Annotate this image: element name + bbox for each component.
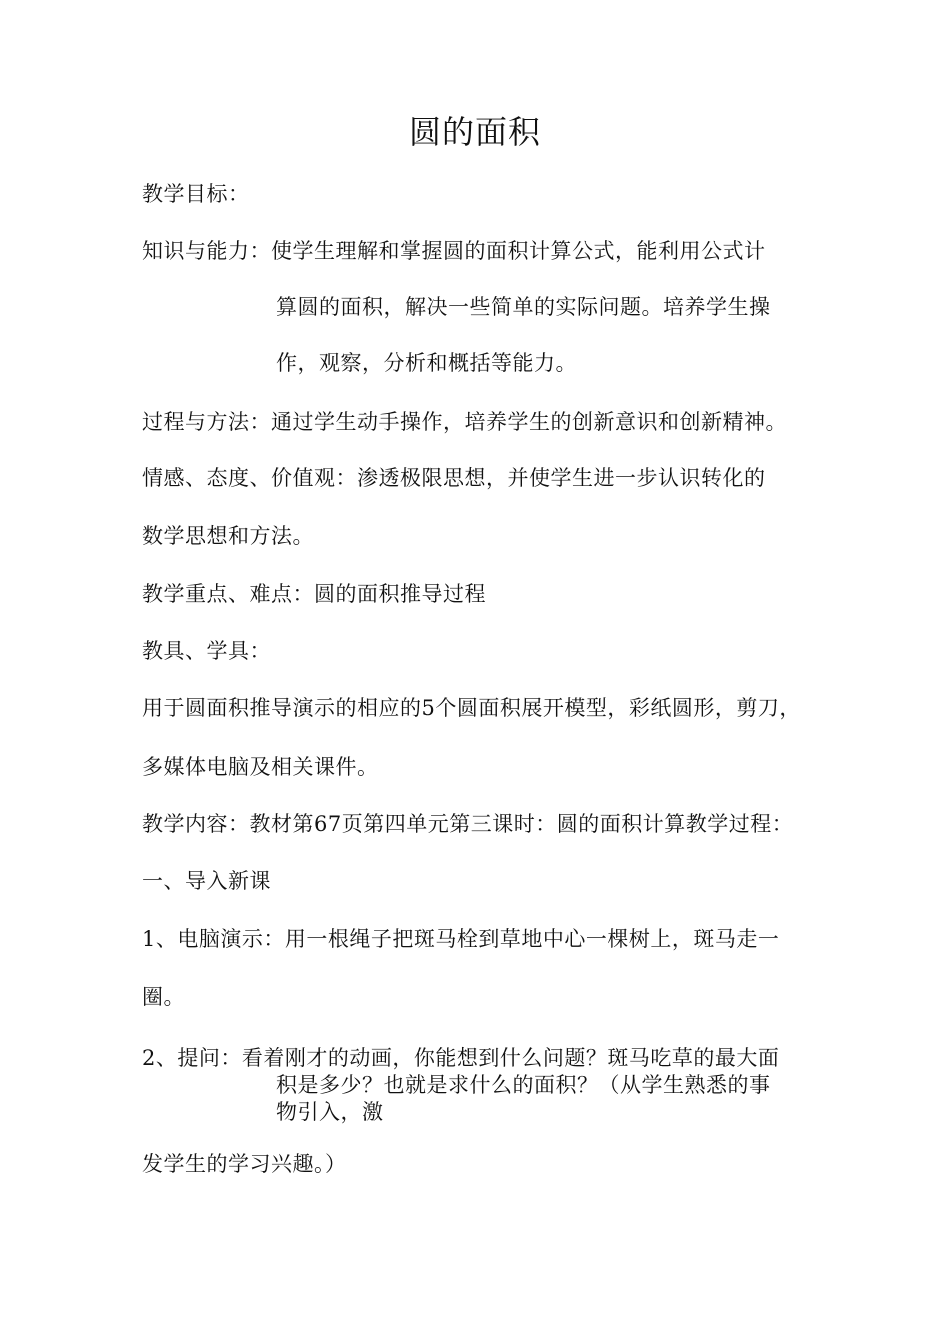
document-title: 圆的面积	[408, 113, 541, 151]
text-line: 2、提问：看着刚才的动画，你能想到什么问题？斑马吃草的最大面	[142, 1046, 780, 1070]
text-line: 教具、学具：	[142, 639, 271, 663]
text-line: 知识与能力：使学生理解和掌握圆的面积计算公式，能利用公式计	[142, 239, 766, 263]
text-line: 多媒体电脑及相关课件。	[142, 755, 379, 779]
text-line: 算圆的面积，解决一些简单的实际问题。培养学生操	[276, 295, 771, 319]
text-line: 物引入，激	[276, 1100, 384, 1124]
text-line: 圈。	[142, 985, 185, 1009]
text-line: 一、导入新课	[142, 869, 271, 893]
text-line: 数学思想和方法。	[142, 524, 314, 548]
text-line: 用于圆面积推导演示的相应的5个圆面积展开模型，彩纸圆形，剪刀，	[142, 696, 801, 720]
text-line: 教学重点、难点：圆的面积推导过程	[142, 582, 486, 606]
text-line: 情感、态度、价值观：渗透极限思想，并使学生进一步认识转化的	[142, 466, 766, 490]
text-line: 积是多少？也就是求什么的面积？（从学生熟悉的事	[276, 1073, 771, 1097]
text-line: 1、电脑演示：用一根绳子把斑马栓到草地中心一棵树上，斑马走一	[142, 927, 780, 951]
text-line: 发学生的学习兴趣。）	[142, 1152, 347, 1176]
text-line: 过程与方法：通过学生动手操作，培养学生的创新意识和创新精神。	[142, 410, 787, 434]
text-line: 作，观察，分析和概括等能力。	[276, 351, 577, 375]
text-line: 教学目标：	[142, 182, 250, 206]
text-line: 教学内容：教材第67页第四单元第三课时：圆的面积计算教学过程：	[142, 812, 794, 836]
